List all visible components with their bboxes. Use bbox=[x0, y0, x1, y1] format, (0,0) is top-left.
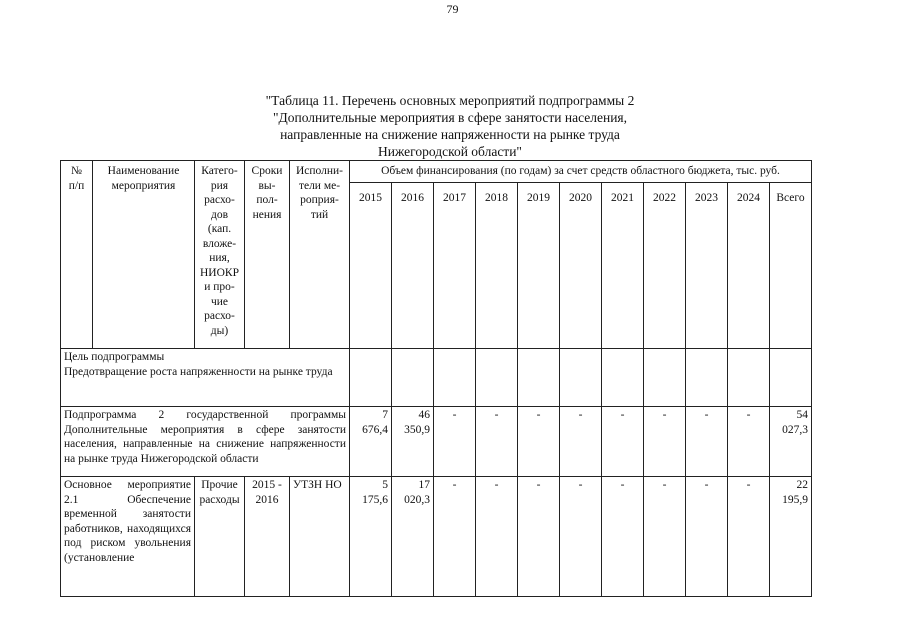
value-cell: 7 676,4 bbox=[350, 407, 392, 477]
header-num: № п/п bbox=[61, 161, 93, 349]
activity-name: Основное мероприятие 2.1 Обеспечение временной занятости работников, находящихся под риском увольнения (установление bbox=[61, 477, 195, 597]
header-year: 2017 bbox=[434, 183, 476, 349]
empty-cell bbox=[518, 349, 560, 407]
table-row-activity bbox=[61, 477, 812, 597]
value-cell: - bbox=[602, 407, 644, 477]
caption-line-3: направленные на снижение напряженности на рынке труда bbox=[280, 127, 620, 142]
header-category: Катего- рия расхо- дов (кап. вложе- ния, НИОКР и про- чие расхо- ды) bbox=[195, 161, 245, 349]
empty-cell bbox=[476, 349, 518, 407]
empty-cell bbox=[728, 349, 770, 407]
header-year: 2022 bbox=[644, 183, 686, 349]
header-year: 2015 bbox=[350, 183, 392, 349]
header-terms: Сроки вы- пол- нения bbox=[245, 161, 290, 349]
table-row-goal bbox=[61, 349, 812, 407]
value-cell: - bbox=[644, 407, 686, 477]
value-cell: - bbox=[728, 407, 770, 477]
value-cell: - bbox=[686, 407, 728, 477]
activity-executor: УТЗН НО bbox=[290, 477, 350, 597]
empty-cell bbox=[350, 349, 392, 407]
value-cell: - bbox=[560, 407, 602, 477]
total-cell: 54 027,3 bbox=[770, 407, 812, 477]
header-year: 2021 bbox=[602, 183, 644, 349]
value-cell: - bbox=[476, 407, 518, 477]
caption-line-2: "Дополнительные мероприятия в сфере занятости населения, bbox=[273, 110, 627, 125]
subprogram-text: Подпрограмма 2 государственной программы Дополнительные мероприятия в сфере занятости населения, направленные на снижение напряженности на рынке труда Нижегородской области bbox=[61, 407, 350, 477]
empty-cell bbox=[644, 349, 686, 407]
table-caption bbox=[150, 92, 750, 160]
header-year: 2018 bbox=[476, 183, 518, 349]
caption-line-1: "Таблица 11. Перечень основных мероприятий подпрограммы 2 bbox=[265, 93, 635, 108]
value-cell: - bbox=[644, 477, 686, 597]
value-cell: - bbox=[560, 477, 602, 597]
value-cell: - bbox=[728, 477, 770, 597]
header-year: 2024 bbox=[728, 183, 770, 349]
header-year: 2019 bbox=[518, 183, 560, 349]
activity-category: Прочие расходы bbox=[195, 477, 245, 597]
header-executors: Исполни- тели ме- роприя- тий bbox=[290, 161, 350, 349]
value-cell: - bbox=[686, 477, 728, 597]
total-cell: 22 195,9 bbox=[770, 477, 812, 597]
activity-terms: 2015 - 2016 bbox=[245, 477, 290, 597]
page-number: 79 bbox=[446, 2, 459, 16]
value-cell: 5 175,6 bbox=[350, 477, 392, 597]
value-cell: - bbox=[518, 477, 560, 597]
header-name: Наименование мероприятия bbox=[93, 161, 195, 349]
value-cell: 46 350,9 bbox=[392, 407, 434, 477]
value-cell: 17 020,3 bbox=[392, 477, 434, 597]
activities-table bbox=[60, 160, 812, 597]
empty-cell bbox=[392, 349, 434, 407]
empty-cell bbox=[686, 349, 728, 407]
caption-line-4: Нижегородской области" bbox=[378, 144, 522, 159]
header-year: 2016 bbox=[392, 183, 434, 349]
goal-text: Цель подпрограммы Предотвращение роста напряженности на рынке труда bbox=[61, 349, 350, 407]
table-row-subprogram bbox=[61, 407, 812, 477]
value-cell: - bbox=[434, 407, 476, 477]
value-cell: - bbox=[518, 407, 560, 477]
empty-cell bbox=[602, 349, 644, 407]
header-year: 2020 bbox=[560, 183, 602, 349]
header-year: 2023 bbox=[686, 183, 728, 349]
header-funding: Объем финансирования (по годам) за счет средств областного бюджета, тыс. руб. bbox=[350, 161, 812, 183]
value-cell: - bbox=[434, 477, 476, 597]
value-cell: - bbox=[602, 477, 644, 597]
value-cell: - bbox=[476, 477, 518, 597]
header-total: Всего bbox=[770, 183, 812, 349]
empty-cell bbox=[560, 349, 602, 407]
empty-cell bbox=[770, 349, 812, 407]
empty-cell bbox=[434, 349, 476, 407]
